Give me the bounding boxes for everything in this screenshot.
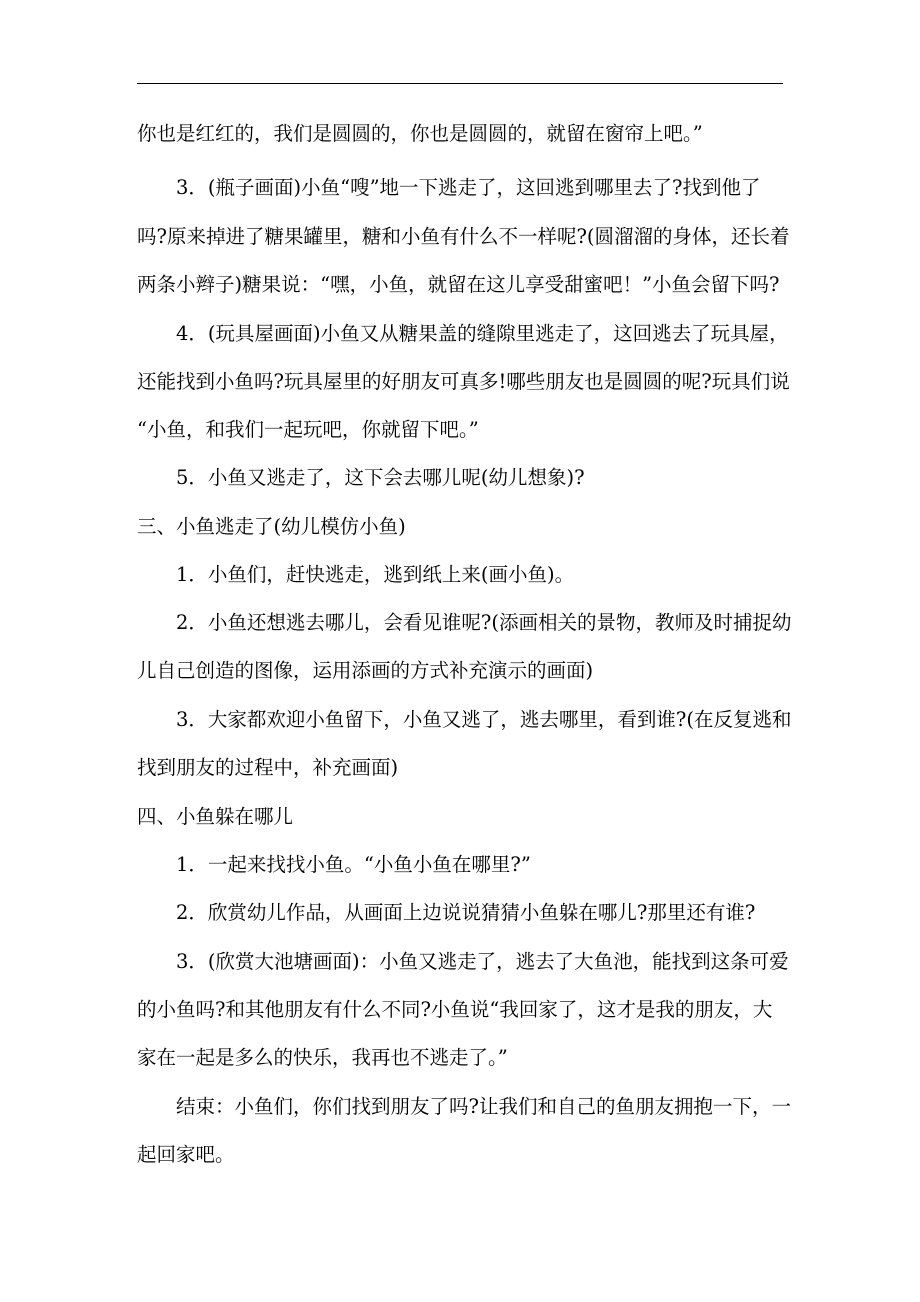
paragraph-line: 1．小鱼们，赶快逃走，逃到纸上来(画小鱼)。: [176, 563, 575, 586]
paragraph-line: 找到朋友的过程中，补充画面): [137, 756, 399, 779]
paragraph-line: 的小鱼吗?和其他朋友有什么不同?小鱼说“我回家了，这才是我的朋友，大: [137, 998, 773, 1021]
paragraph-line: 2．小鱼还想逃去哪儿，会看见谁呢?(添画相关的景物，教师及时捕捉幼: [176, 611, 792, 634]
paragraph-line: 4．(玩具屋画面)小鱼又从糖果盖的缝隙里逃走了，这回逃去了玩具屋，: [176, 322, 789, 345]
paragraph-line: 3．(瓶子画面)小鱼“嗖”地一下逃走了，这回逃到哪里去了?找到他了: [176, 176, 761, 199]
paragraph-line: 两条小辫子)糖果说：“嘿，小鱼，就留在这儿享受甜蜜吧！”小鱼会留下吗?: [137, 273, 780, 296]
paragraph-line: 家在一起是多么的快乐，我再也不逃走了。”: [137, 1046, 508, 1069]
paragraph-line: 2．欣赏幼儿作品，从画面上边说说猜猜小鱼躲在哪儿?那里还有谁?: [176, 901, 756, 924]
paragraph-line: 5．小鱼又逃走了，这下会去哪儿呢(幼儿想象)?: [176, 466, 585, 489]
paragraph-line: 结束：小鱼们，你们找到朋友了吗?让我们和自己的鱼朋友拥抱一下，一: [176, 1095, 791, 1118]
paragraph-line: 3．(欣赏大池塘画面)：小鱼又逃走了，逃去了大鱼池，能找到这条可爱: [176, 950, 789, 973]
paragraph-line: 吗?原来掉进了糖果罐里，糖和小鱼有什么不一样呢?(圆溜溜的身体，还长着: [137, 225, 790, 248]
paragraph-line: 起回家吧。: [137, 1143, 235, 1166]
paragraph-line: “小鱼，和我们一起玩吧，你就留下吧。”: [137, 418, 479, 441]
paragraph-line: 1．一起来找找小鱼。“小鱼小鱼在哪里?”: [176, 853, 531, 876]
paragraph-line: 你也是红红的，我们是圆圆的，你也是圆圆的，就留在窗帘上吧。”: [137, 122, 703, 145]
paragraph-line: 儿自己创造的图像，运用添画的方式补充演示的画面): [137, 659, 594, 682]
paragraph-line: 3．大家都欢迎小鱼留下，小鱼又逃了，逃去哪里，看到谁?(在反复逃和: [176, 708, 792, 731]
section-heading: 三、小鱼逃走了(幼儿模仿小鱼): [137, 515, 406, 538]
header-rule: [137, 83, 783, 84]
section-heading: 四、小鱼躲在哪儿: [137, 805, 294, 828]
paragraph-line: 还能找到小鱼吗?玩具屋里的好朋友可真多!哪些朋友也是圆圆的呢?玩具们说: [137, 370, 790, 393]
